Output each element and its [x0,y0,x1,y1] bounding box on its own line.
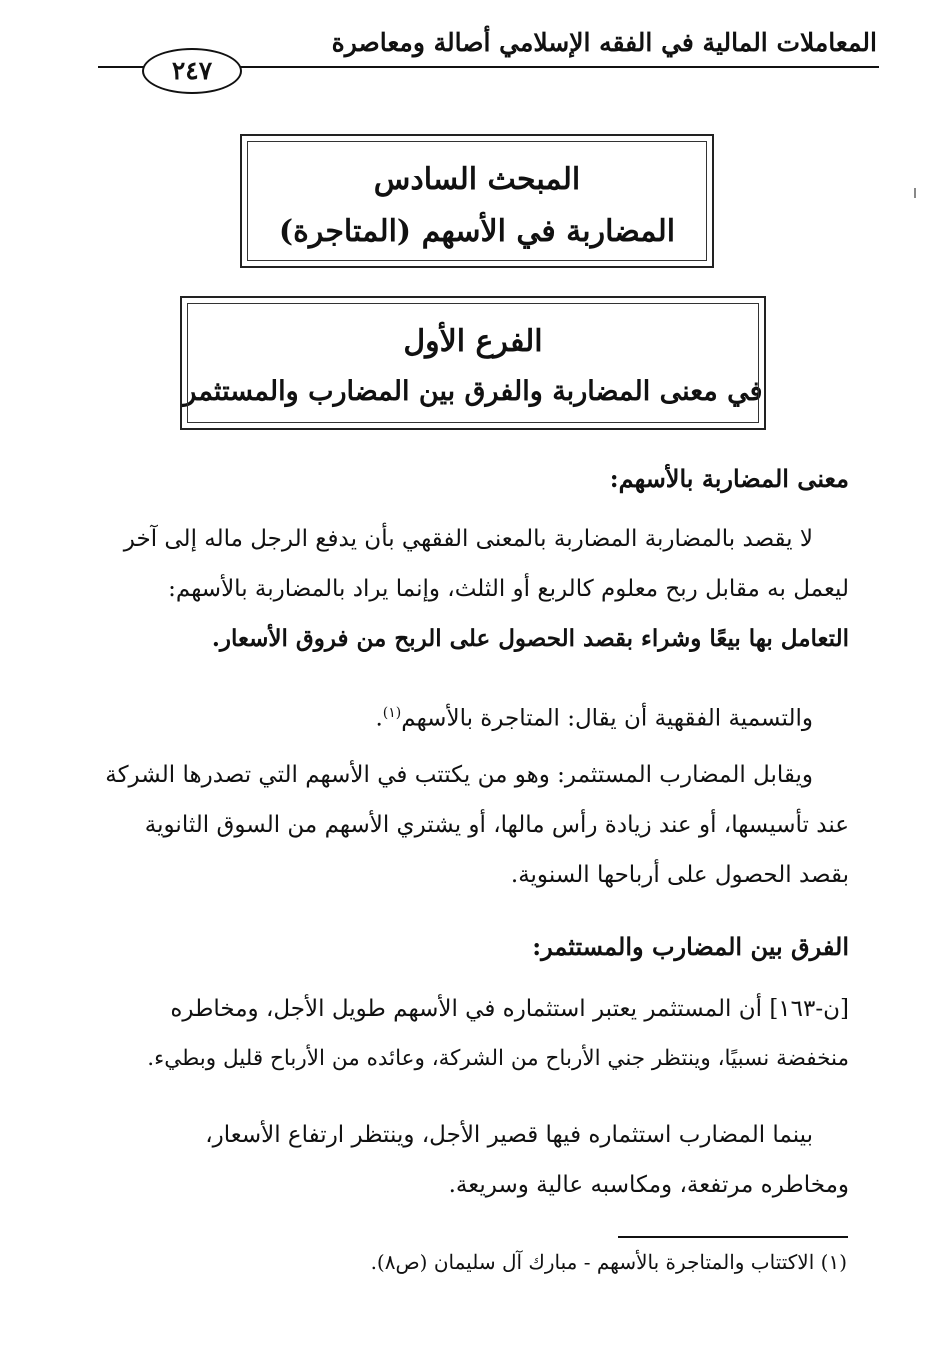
paragraph-2-text: والتسمية الفقهية أن يقال: المتاجرة بالأسهم [401,705,813,732]
paragraph-4-line-1: [ن-١٦٣] أن المستثمر يعتبر استثماره في الأسهم طويل الأجل، ومخاطره [170,996,849,1022]
paragraph-1-line-3: التعامل بها بيعًا وشراء بقصد الحصول على الربح من فروق الأسعار. [211,625,849,652]
paragraph-1 [89,514,849,664]
paragraph-5-line-2: ومخاطره مرتفعة، ومكاسبه عالية وسريعة. [448,1172,849,1198]
paragraph-1-line-1: لا يقصد بالمضاربة المضاربة بالمعنى الفقهي بأن يدفع الرجل ماله إلى آخر [123,526,813,552]
footnote-rule [618,1236,848,1238]
footnote-ref: (١) [382,705,402,721]
section-number-title: المبحث السادس [373,162,581,197]
paragraph-3-line-1: ويقابل المضارب المستثمر: وهو من يكتتب في الأسهم التي تصدرها الشركة [105,762,813,788]
paragraph-2 [89,688,849,744]
footnote: (١) الاكتتاب والمتاجرة بالأسهم - مبارك آل سليمان (ص٨). [370,1250,847,1274]
paragraph-4 [89,984,849,1084]
page-number: ٢٤٧ [142,48,242,94]
body-text [89,454,849,504]
paragraph-3-line-3: بقصد الحصول على أرباحها السنوية. [510,862,849,888]
paragraph-3-line-2: عند تأسيسها، أو عند زيادة رأس مالها، أو يشتري الأسهم من السوق الثانوية [144,812,849,838]
scan-edge-mark [914,188,916,198]
paragraph-5-line-1: بينما المضارب استثماره فيها قصير الأجل، وينتظر ارتفاع الأسعار، [205,1122,813,1148]
paragraph-5 [89,1110,849,1210]
section-subject-title: المضاربة في الأسهم (المتاجرة) [278,214,676,249]
paragraph-3 [89,750,849,900]
paragraph-4-line-2: منخفضة نسبيًا، وينتظر جني الأرباح من الشركة، وعائده من الأرباح قليل وبطيء. [147,1046,849,1071]
heading-difference-block [89,922,849,972]
branch-number-title: الفرع الأول [403,324,543,359]
paragraph-2-line [89,688,849,744]
paragraph-1-line-2: ليعمل به مقابل ربح معلوم كالربع أو الثلث، وإنما يراد بالمضاربة بالأسهم: [168,576,849,602]
heading-meaning: معنى المضاربة بالأسهم: [609,464,849,493]
heading-difference: الفرق بين المضارب والمستثمر: [532,932,849,961]
running-header-title: المعاملات المالية في الفقه الإسلامي أصالة ومعاصرة [331,28,877,57]
branch-title-box [180,296,766,430]
section-title-box [240,134,714,268]
branch-subject-title: في معنى المضاربة والفرق بين المضارب والمستثمر [183,376,763,407]
paragraph-2-end: . [375,705,383,732]
